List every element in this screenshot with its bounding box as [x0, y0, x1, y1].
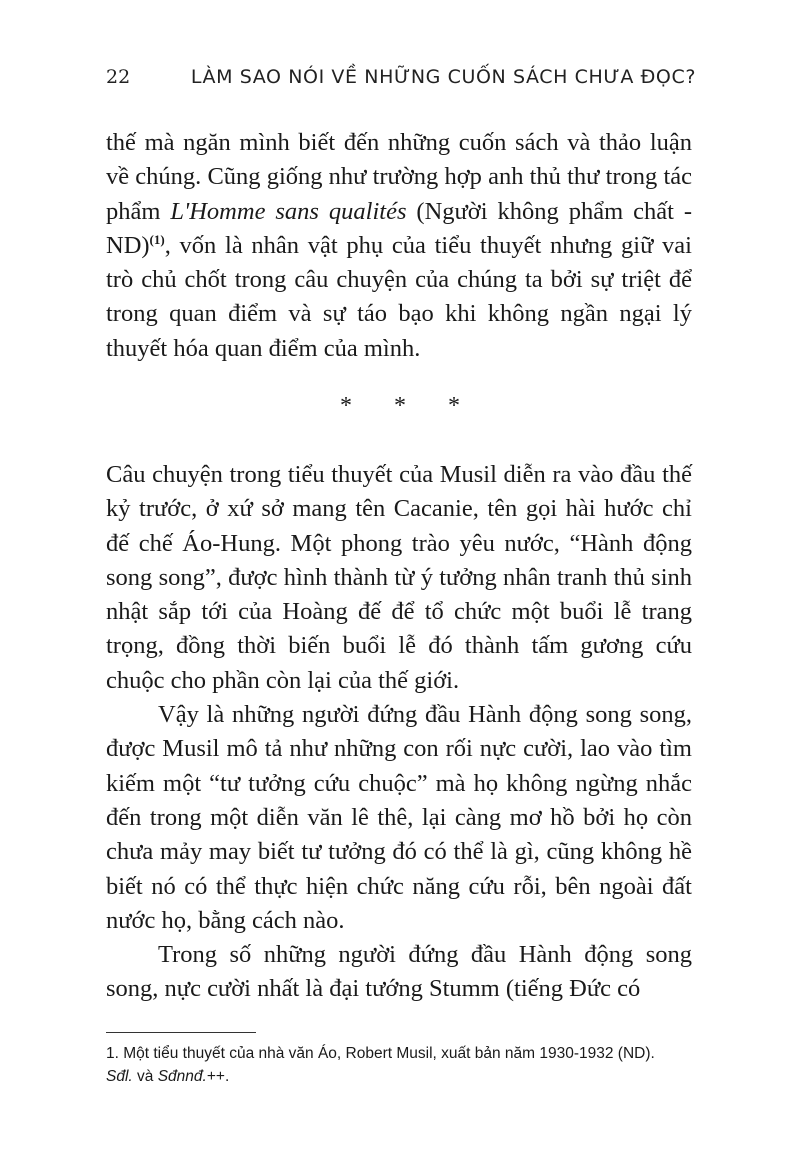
separator-star: *: [394, 393, 406, 419]
book-title-italic: L'Homme sans qualités: [170, 197, 407, 225]
section-separator: [340, 393, 460, 420]
paragraph-4: Trong số những người đứng đầu Hành động song song, nực cười nhất là đại tướng Stumm (tiếng Đức có: [106, 941, 692, 1003]
running-title: LÀM SAO NÓI VỀ NHỮNG CUỐN SÁCH CHƯA ĐỌC?: [190, 66, 696, 88]
footnote-reference[interactable]: (1): [149, 231, 165, 247]
paragraph-1: thế mà ngăn mình biết đến những cuốn sách và thảo luận về chúng. Cũng giống như trường hợp anh thủ thư trong tác phẩm L'Homme sans qualités (Người không phẩm chất - ND)$^{(1)}$, vốn là nhân vật phụ của tiểu thuyết nhưng giữ vai trò chủ chốt trong câu chuyện của chúng ta bởi sự triệt để trong quan điểm và sự táo bạo khi không ngần ngại lý thuyết hóa quan điểm của mình.: [106, 129, 692, 362]
separator-star: *: [340, 393, 352, 419]
footnote-divider: [106, 1032, 256, 1033]
body-text-main: [106, 458, 692, 1007]
footnotes: [106, 1042, 706, 1088]
footnote-1: 1. Một tiểu thuyết của nhà văn Áo, Robert Musil, xuất bản năm 1930-1932 (ND).: [106, 1045, 655, 1062]
page-number: 22: [106, 66, 131, 88]
body-text-top: [106, 126, 692, 366]
paragraph-2: Câu chuyện trong tiểu thuyết của Musil diễn ra vào đầu thế kỷ trước, ở xứ sở mang tên Cacanie, tên gọi hài hước chỉ đế chế Áo-Hung. Một phong trào yêu nước, “Hành động song song”, được hình thành từ ý tưởng nhân tranh thủ sinh nhật sắp tới của Hoàng đế để tổ chức một buổi lễ trang trọng, đồng thời biến buổi lễ đó thành tấm gương cứu chuộc cho phần còn lại của thế giới.: [106, 461, 692, 694]
page-header: [106, 66, 696, 102]
separator-star: *: [448, 393, 460, 419]
footnote-source: Sđl. và Sđnnđ.++.: [106, 1068, 230, 1085]
paragraph-3: Vậy là những người đứng đầu Hành động song song, được Musil mô tả như những con rối nực cười, lao vào tìm kiếm một “tư tưởng cứu chuộc” mà họ không ngừng nhắc đến trong một diễn văn lê thê, lại càng mơ hồ bởi họ còn chưa mảy may biết tư tưởng đó có thể là gì, cũng không hề biết nó có thể thực hiện chức năng cứu rỗi, bên ngoài đất nước họ, bằng cách nào.: [106, 701, 692, 934]
